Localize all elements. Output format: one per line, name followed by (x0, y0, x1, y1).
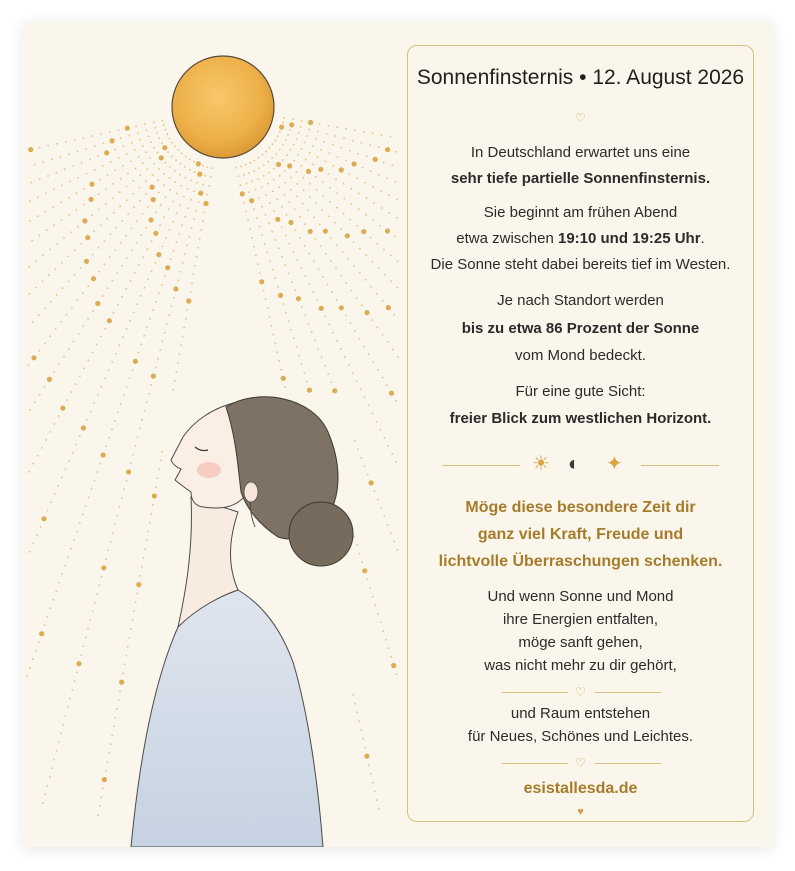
heart-icon: ♡ (575, 685, 586, 699)
time-line-2 (408, 226, 753, 252)
info-panel (407, 45, 754, 822)
time-line-3: Die Sonne steht dabei bereits tief im Westen. (430, 256, 731, 273)
heart-icon: ♡ (575, 111, 586, 125)
poem-line-2: ihre Energien entfalten, (502, 611, 659, 628)
time-line-1: Sie beginnt am frühen Abend (483, 204, 678, 221)
time-prefix: etwa zwischen (456, 230, 558, 247)
small-divider-right (595, 692, 661, 693)
poem-line-6: für Neues, Schönes und Leichtes. (467, 728, 694, 745)
eclipse-card (23, 22, 773, 847)
hair-bun (289, 502, 353, 566)
divider-right (641, 465, 719, 466)
shirt (131, 590, 323, 847)
wish-line-1: Möge diese besondere Zeit dir (465, 499, 696, 516)
time-range: 19:10 und 19:25 Uhr (557, 230, 701, 247)
divider-left (442, 465, 520, 466)
view-line-2: freier Blick zum westlichen Horizont. (449, 410, 712, 427)
wish-line-2: ganz viel Kraft, Freude und (477, 526, 684, 543)
poem-line-4: was nicht mehr zu dir gehört, (484, 657, 677, 674)
moon-icon: ◐ (568, 453, 581, 475)
small-divider-left-2 (502, 763, 568, 764)
coverage-line-3: vom Mond bedeckt. (515, 347, 646, 364)
coverage-line-1: Je nach Standort werden (497, 292, 664, 309)
coverage-line-2: bis zu etwa 86 Prozent der Sonne (461, 320, 700, 337)
sun-icon: ☀ (532, 453, 550, 475)
intro-line-1: In Deutschland erwartet uns eine (470, 144, 691, 161)
poem-line-1: Und wenn Sonne und Mond (487, 588, 674, 605)
poem-line-3: möge sanft gehen, (518, 634, 643, 651)
woman-sun-illustration (23, 22, 403, 847)
poem-line-5: und Raum entstehen (510, 705, 651, 722)
heart-icon: ♡ (575, 756, 586, 770)
intro-line-2: sehr tiefe partielle Sonnenfinsternis. (450, 170, 711, 187)
sparkle-icon: ✦ (606, 453, 623, 475)
page-title: Sonnenfinsternis • 12. August 2026 (416, 66, 745, 89)
view-line-1: Für eine gute Sicht: (515, 383, 646, 400)
sun-icon (172, 56, 274, 158)
website-link[interactable]: esistallesda.de (523, 780, 638, 797)
filled-heart-icon: ♥ (577, 806, 584, 818)
small-divider-left (502, 692, 568, 693)
small-divider-right-2 (595, 763, 661, 764)
wish-line-3: lichtvolle Überraschungen schenken. (438, 553, 723, 570)
time-suffix: . (700, 230, 705, 247)
